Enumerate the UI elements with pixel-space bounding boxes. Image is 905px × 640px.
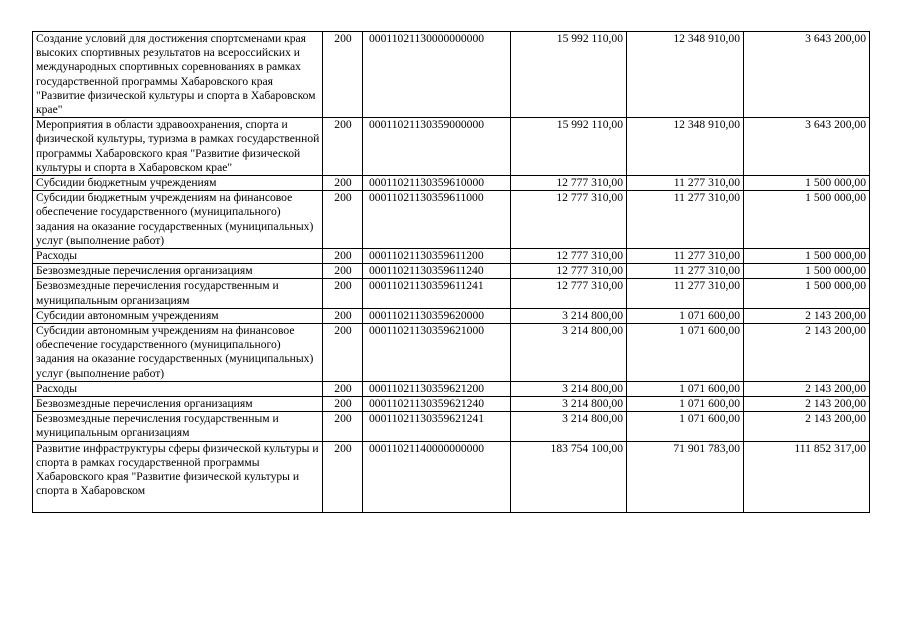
table-row	[33, 191, 870, 249]
row-name: Создание условий для достижения спортсменами края высоких спортивных результатов на всероссийских и международных спортивных соревнованиях в рамках государственной программы Хабаровского края "Развитие физической культуры и спорта в Хабаровском крае"	[33, 32, 323, 118]
row-code: 200	[323, 118, 363, 176]
row-classification-code: 00011021130359611241	[363, 279, 511, 308]
row-code: 200	[323, 324, 363, 382]
row-name: Безвозмездные перечисления организациям	[33, 264, 323, 279]
row-classification-code: 00011021130359621200	[363, 381, 511, 396]
row-name: Мероприятия в области здравоохранения, спорта и физической культуры, туризма в рамках государственной программы Хабаровского края "Развитие физической культуры и спорта в Хабаровском крае"	[33, 118, 323, 176]
row-executed-amount: 11 277 310,00	[627, 191, 744, 249]
row-classification-code: 00011021130359000000	[363, 118, 511, 176]
row-name: Безвозмездные перечисления государственным и муниципальным организациям	[33, 279, 323, 308]
row-code: 200	[323, 441, 363, 512]
row-unexecuted-amount: 2 143 200,00	[744, 308, 870, 323]
row-name: Расходы	[33, 381, 323, 396]
row-approved-amount: 15 992 110,00	[511, 118, 627, 176]
table-row	[33, 441, 870, 512]
row-name: Безвозмездные перечисления организациям	[33, 397, 323, 412]
table-row	[33, 249, 870, 264]
row-unexecuted-amount: 111 852 317,00	[744, 441, 870, 512]
row-name: Безвозмездные перечисления государственным и муниципальным организациям	[33, 412, 323, 441]
row-executed-amount: 1 071 600,00	[627, 324, 744, 382]
row-name: Субсидии автономным учреждениям	[33, 308, 323, 323]
row-classification-code: 00011021130359610000	[363, 176, 511, 191]
row-code: 200	[323, 191, 363, 249]
row-executed-amount: 11 277 310,00	[627, 264, 744, 279]
row-unexecuted-amount: 2 143 200,00	[744, 412, 870, 441]
table-row	[33, 381, 870, 396]
row-unexecuted-amount: 1 500 000,00	[744, 264, 870, 279]
row-approved-amount: 3 214 800,00	[511, 397, 627, 412]
row-executed-amount: 11 277 310,00	[627, 176, 744, 191]
row-approved-amount: 12 777 310,00	[511, 191, 627, 249]
row-code: 200	[323, 176, 363, 191]
row-name: Субсидии бюджетным учреждениям	[33, 176, 323, 191]
row-classification-code: 00011021130359621240	[363, 397, 511, 412]
row-approved-amount: 12 777 310,00	[511, 264, 627, 279]
row-classification-code: 00011021130359611240	[363, 264, 511, 279]
table-row	[33, 32, 870, 118]
row-code: 200	[323, 279, 363, 308]
table-row	[33, 176, 870, 191]
row-unexecuted-amount: 3 643 200,00	[744, 118, 870, 176]
row-code: 200	[323, 412, 363, 441]
table-row	[33, 264, 870, 279]
row-code: 200	[323, 381, 363, 396]
table-row	[33, 308, 870, 323]
table-row	[33, 279, 870, 308]
row-name: Расходы	[33, 249, 323, 264]
row-unexecuted-amount: 2 143 200,00	[744, 397, 870, 412]
row-code: 200	[323, 264, 363, 279]
row-classification-code: 00011021140000000000	[363, 441, 511, 512]
table-row	[33, 324, 870, 382]
row-approved-amount: 3 214 800,00	[511, 412, 627, 441]
row-executed-amount: 12 348 910,00	[627, 32, 744, 118]
row-approved-amount: 12 777 310,00	[511, 249, 627, 264]
row-executed-amount: 1 071 600,00	[627, 412, 744, 441]
row-code: 200	[323, 308, 363, 323]
row-classification-code: 00011021130359611200	[363, 249, 511, 264]
row-code: 200	[323, 249, 363, 264]
row-executed-amount: 1 071 600,00	[627, 308, 744, 323]
row-executed-amount: 12 348 910,00	[627, 118, 744, 176]
row-executed-amount: 71 901 783,00	[627, 441, 744, 512]
row-classification-code: 00011021130359620000	[363, 308, 511, 323]
row-unexecuted-amount: 1 500 000,00	[744, 279, 870, 308]
table-row	[33, 412, 870, 441]
row-approved-amount: 3 214 800,00	[511, 324, 627, 382]
row-unexecuted-amount: 1 500 000,00	[744, 176, 870, 191]
row-executed-amount: 1 071 600,00	[627, 381, 744, 396]
row-approved-amount: 12 777 310,00	[511, 279, 627, 308]
row-unexecuted-amount: 2 143 200,00	[744, 324, 870, 382]
table-row	[33, 397, 870, 412]
row-approved-amount: 3 214 800,00	[511, 381, 627, 396]
row-approved-amount: 3 214 800,00	[511, 308, 627, 323]
row-classification-code: 00011021130000000000	[363, 32, 511, 118]
row-approved-amount: 183 754 100,00	[511, 441, 627, 512]
budget-table	[32, 31, 870, 513]
row-name: Развитие инфраструктуры сферы физической культуры и спорта в рамках государственной программы Хабаровского края "Развитие физической культуры и спорта в Хабаровском	[33, 441, 323, 512]
row-code: 200	[323, 32, 363, 118]
row-unexecuted-amount: 1 500 000,00	[744, 249, 870, 264]
row-classification-code: 00011021130359621000	[363, 324, 511, 382]
row-name: Субсидии автономным учреждениям на финансовое обеспечение государственного (муниципального) задания на оказание государственных (муниципальных) услуг (выполнение работ)	[33, 324, 323, 382]
row-executed-amount: 11 277 310,00	[627, 249, 744, 264]
row-approved-amount: 12 777 310,00	[511, 176, 627, 191]
row-executed-amount: 1 071 600,00	[627, 397, 744, 412]
row-code: 200	[323, 397, 363, 412]
table-row	[33, 118, 870, 176]
row-classification-code: 00011021130359621241	[363, 412, 511, 441]
row-classification-code: 00011021130359611000	[363, 191, 511, 249]
row-unexecuted-amount: 3 643 200,00	[744, 32, 870, 118]
row-executed-amount: 11 277 310,00	[627, 279, 744, 308]
row-unexecuted-amount: 1 500 000,00	[744, 191, 870, 249]
row-name: Субсидии бюджетным учреждениям на финансовое обеспечение государственного (муниципального) задания на оказание государственных (муниципальных) услуг (выполнение работ)	[33, 191, 323, 249]
row-unexecuted-amount: 2 143 200,00	[744, 381, 870, 396]
row-approved-amount: 15 992 110,00	[511, 32, 627, 118]
